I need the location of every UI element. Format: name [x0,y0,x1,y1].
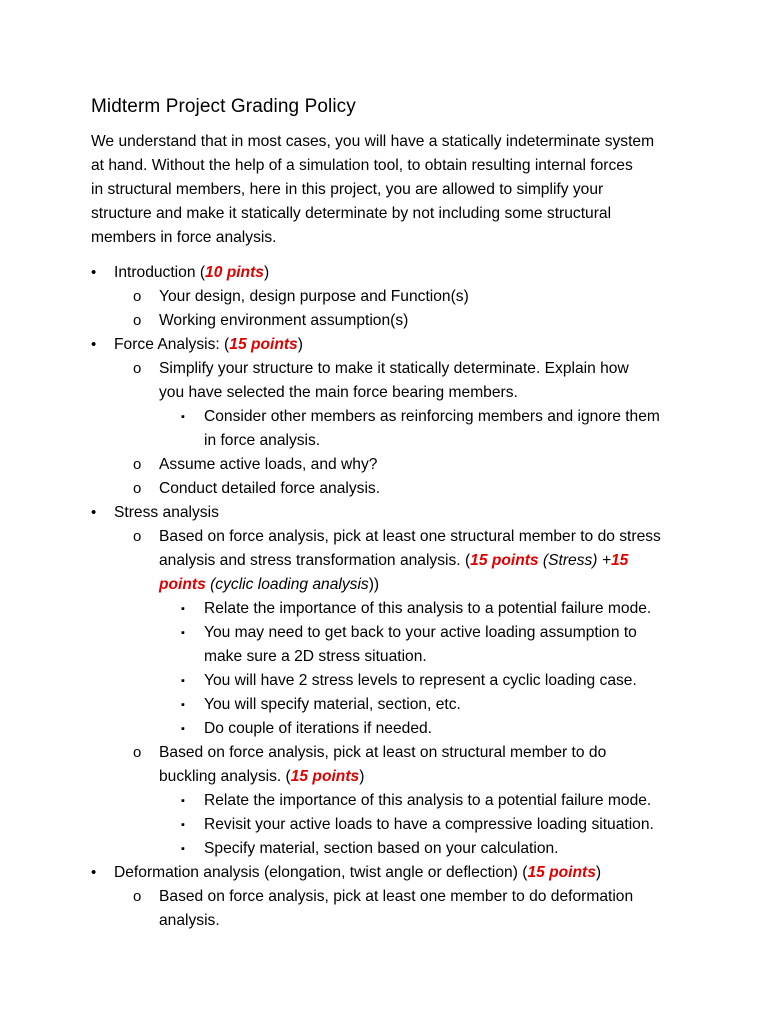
list-subitem [0,741,768,765]
item-label: Introduction ( [114,264,206,281]
intro-line: in structural members, here in this project, you are allowed to simplify your [91,181,604,198]
list-subsubitem [0,669,768,693]
subsubitem-text: Consider other members as reinforcing members and ignore them [204,408,660,425]
list-item-force-analysis [0,333,768,357]
subsubitem-text: You will specify material, section, etc. [204,696,461,713]
list-subsubitem-continuation [0,429,768,453]
bullet-circle-icon: o [133,528,142,545]
subsubitem-text: You will have 2 stress levels to represent a cyclic loading case. [204,672,637,689]
points-value: 15 points [229,336,298,353]
list-subsubitem [0,597,768,621]
bullet-disc-icon: • [91,336,97,353]
list-subitem-continuation [0,381,768,405]
list-item-stress-analysis [0,501,768,525]
subsubitem-text: You may need to get back to your active loading assumption to [204,624,637,641]
list-subsubitem [0,717,768,741]
subitem-text: buckling analysis. ( [159,768,291,785]
bullet-square-icon: ▪ [181,627,185,639]
subsubitem-text: Do couple of iterations if needed. [204,720,432,737]
subitem-text: Conduct detailed force analysis. [159,480,381,497]
points-value: 15 points [527,864,596,881]
page-title: Midterm Project Grading Policy [91,96,356,117]
list-subitem [0,285,768,309]
bullet-square-icon: ▪ [181,819,185,831]
points-value: points [159,576,206,593]
bullet-square-icon: ▪ [181,411,185,423]
list-subsubitem [0,813,768,837]
item-paren: ) [263,264,270,281]
item-paren: )) [368,576,380,593]
bullet-circle-icon: o [133,480,142,497]
item-label: Stress analysis [114,504,219,521]
list-subitem-continuation [0,573,768,597]
bullet-square-icon: ▪ [181,723,185,735]
bullet-circle-icon: o [133,456,142,473]
item-paren: ) [359,768,365,785]
item-paren: ) [595,864,602,881]
list-subitem [0,477,768,501]
subsubitem-text: Revisit your active loads to have a compressive loading situation. [204,816,654,833]
subsubitem-text: Relate the importance of this analysis to a potential failure mode. [204,600,652,617]
subitem-text: analysis and stress transformation analysis. ( [159,552,471,569]
bullet-circle-icon: o [133,744,142,761]
subsubitem-text: Relate the importance of this analysis to a potential failure mode. [204,792,652,809]
bullet-square-icon: ▪ [181,675,185,687]
subsubitem-text: Specify material, section based on your calculation. [204,840,559,857]
list-item-deformation-analysis [0,861,768,885]
bullet-square-icon: ▪ [181,795,185,807]
bullet-disc-icon: • [91,864,97,881]
item-label: Force Analysis: ( [114,336,230,353]
bullet-disc-icon: • [91,504,97,521]
intro-line: We understand that in most cases, you will have a statically indeterminate system [91,133,655,150]
subsubitem-text: in force analysis. [204,432,321,449]
bullet-circle-icon: o [133,888,142,905]
intro-paragraph [91,130,691,250]
points-note: (Stress) + [538,552,611,569]
list-subitem [0,309,768,333]
list-subitem-continuation [0,549,768,573]
points-value: 15 points [290,768,360,785]
subitem-text: analysis. [159,912,220,929]
list-subsubitem [0,405,768,429]
list-subitem-continuation [0,765,768,789]
list-subitem [0,525,768,549]
list-subitem [0,453,768,477]
list-subsubitem [0,693,768,717]
subsubitem-text: make sure a 2D stress situation. [204,648,427,665]
subitem-text: Assume active loads, and why? [159,456,378,473]
list-subsubitem [0,789,768,813]
points-value: 10 pints [205,264,264,281]
list-item-introduction [0,261,768,285]
subitem-text: Based on force analysis, pick at least on structural member to do [159,744,607,761]
subitem-text: Based on force analysis, pick at least one structural member to do stress [159,528,661,545]
intro-line: structure and make it statically determinate by not including some structural [91,205,612,222]
bullet-square-icon: ▪ [181,843,185,855]
subitem-text: Based on force analysis, pick at least one member to do deformation [159,888,634,905]
list-subsubitem-continuation [0,645,768,669]
list-subitem [0,357,768,381]
bullet-circle-icon: o [133,288,142,305]
subitem-text: you have selected the main force bearing members. [159,384,518,401]
bullet-square-icon: ▪ [181,699,185,711]
list-subsubitem [0,621,768,645]
list-subitem [0,885,768,909]
subitem-text: Your design, design purpose and Function(s) [159,288,469,305]
points-note: (cyclic loading analysis [205,576,369,593]
intro-line: members in force analysis. [91,229,277,246]
bullet-circle-icon: o [133,312,142,329]
intro-line: at hand. Without the help of a simulation tool, to obtain resulting internal forces [91,157,633,174]
points-value: 15 [610,552,629,569]
points-value: 15 points [470,552,539,569]
bullet-circle-icon: o [133,360,142,377]
bullet-disc-icon: • [91,264,97,281]
list-subsubitem [0,837,768,861]
bullet-square-icon: ▪ [181,603,185,615]
item-label: Deformation analysis (elongation, twist angle or deflection) ( [114,864,528,881]
subitem-text: Simplify your structure to make it statically determinate. Explain how [159,360,629,377]
list-subitem-continuation [0,909,768,933]
subitem-text: Working environment assumption(s) [159,312,409,329]
item-paren: ) [297,336,303,353]
grading-list [0,261,768,933]
